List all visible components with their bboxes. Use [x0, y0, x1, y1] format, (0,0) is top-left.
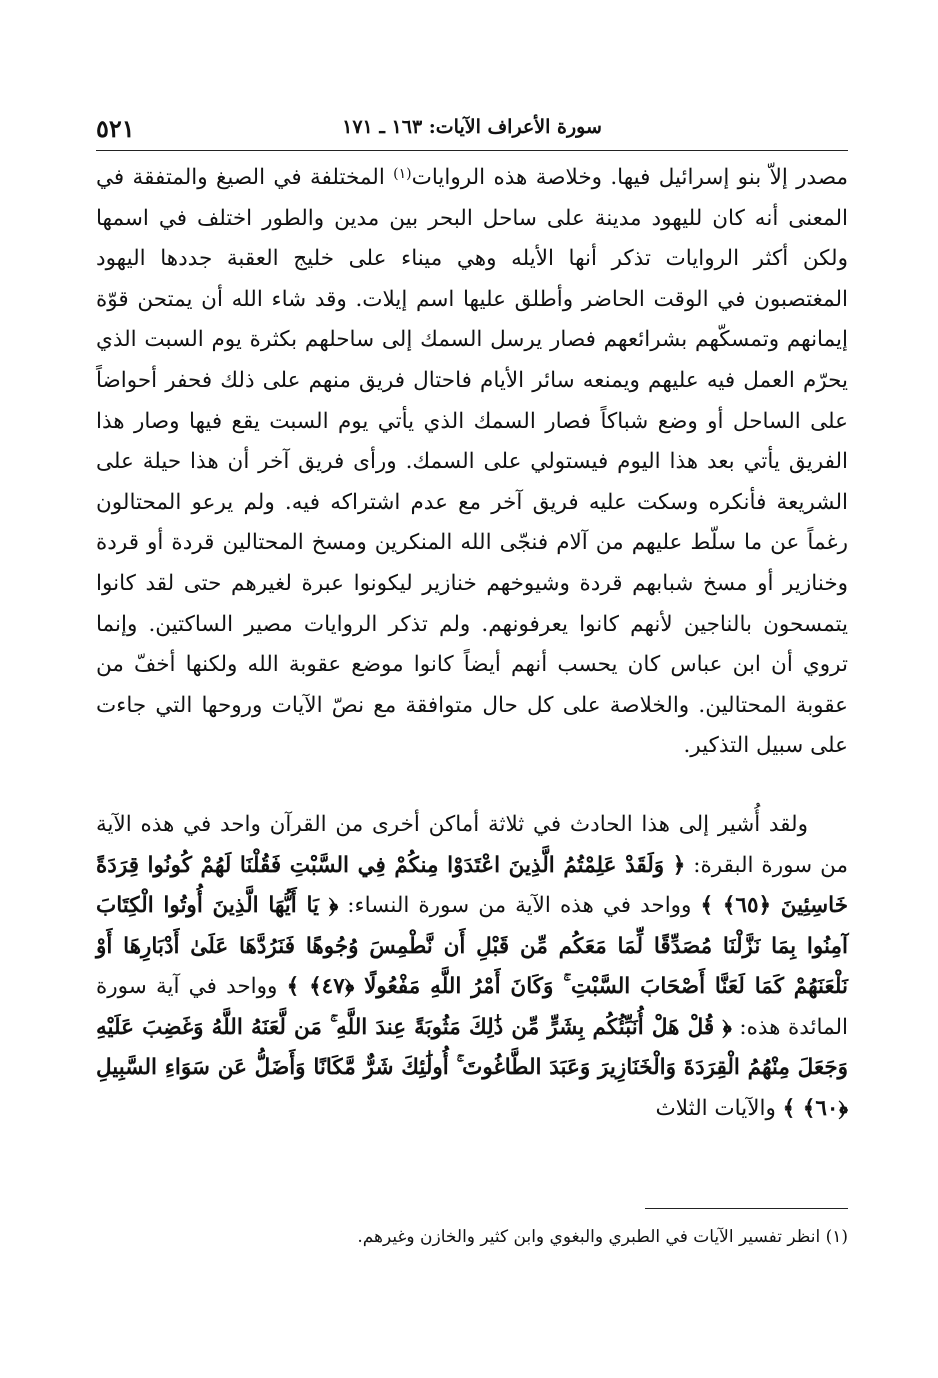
text-segment: وواحد في هذه الآية من سورة النساء:	[338, 893, 701, 919]
paragraph-2	[96, 805, 848, 1130]
text-segment: والآيات الثلاث	[655, 1096, 783, 1122]
paragraph-1	[96, 158, 848, 767]
footnote: (١) انظر تفسير الآيات في الطبري والبغوي وابن كثير والخازن وغيرهم.	[357, 1227, 848, 1247]
text-segment: ولقد أُشير إلى هذا الحادث في ثلاثة أماكن أخرى من القرآن واحد في هذه الآية من سورة البقرة:	[96, 811, 848, 878]
footnote-rule	[645, 1208, 848, 1209]
page-number: ٥٢١	[96, 114, 135, 143]
page-header	[96, 112, 848, 146]
text-segment: المختلفة في الصيغ والمتفقة في المعنى أنه كان لليهود مدينة على ساحل البحر بين مدين والطور اختلف في اسمها ولكن أكثر الروايات تذكر أنها الأيله وهي ميناء على خليج العقبة جددها اليهود المغتصبون في الوقت الحاضر وأطلق عليها اسم إيلات. وقد شاء الله أن يمتحن قوّة إيمانهم وتمسكّهم بشرائعهم فصار يرسل السمك إلى ساحلهم بكثرة يوم السبت الذي يحرّم العمل فيه عليهم ويمنعه سائر الأيام فاحتال فريق منهم على ذلك فحفر أحواضاً على الساحل أو وضع شباكاً فصار السمك الذي يأتي يوم السبت يقع فيها وصار هذا الفريق يأتي بعد هذا اليوم فيستولي على السمك. ورأى فريق آخر أن هذا حيلة على الشريعة فأنكره وسكت عليه فريق آخر مع عدم اشتراكه فيه. ولم يرعو المحتالون رغماً عن ما سلّط عليهم من آلام فنجّى الله المنكرين ومسخ المحتالين قردة أو قردة وخنازير أو مسخ شبابهم قردة وشيوخهم خنازير ليكونوا عبرة لغيرهم حتى لقد كانوا يتمسحون بالناجين لأنهم كانوا يعرفونهم. ولم تذكر الروايات مصير الساكتين. وإنما تروي أن ابن عباس كان يحسب أنهم أيضاً كانوا موضع عقوبة الله ولكنها أخفّ من عقوبة المحتالين. والخلاصة على كل حال متوافقة مع نصّ الآيات وروحها التي جاءت على سبيل التذكير.	[96, 165, 848, 759]
paragraph-gap	[96, 767, 848, 805]
text-segment: مصدر إلاّ بنو إسرائيل فيها. وخلاصة هذه الروايات	[411, 165, 848, 190]
quran-verse-maida: ﴿ قُلْ هَلْ أُنَبِّئُكُم بِشَرٍّ مِّن ذَٰلِكَ مَثُوبَةً عِندَ اللَّهِ ۚ مَن لَّعَنَهُ اللَّهُ وَغَضِبَ عَلَيْهِ وَجَعَلَ مِنْهُمُ الْقِرَدَةَ وَالْخَنَازِيرَ وَعَبَدَ الطَّاغُوتَ ۚ أُولَٰئِكَ شَرٌّ مَّكَانًا وَأَضَلُّ عَن سَوَاءِ السَّبِيلِ ﴿٦٠﴾ ﴾	[96, 1014, 848, 1122]
text-segment: وواحد في آية سورة المائدة هذه:	[96, 974, 848, 1040]
running-title: سورة الأعراف الآيات: ١٦٣ ـ ١٧١	[342, 116, 602, 138]
footnote-marker[interactable]: (١)	[393, 166, 412, 182]
header-rule	[96, 150, 848, 151]
quran-verse-nisa: ﴿ يَا أَيُّهَا الَّذِينَ أُوتُوا الْكِتَابَ آمِنُوا بِمَا نَزَّلْنَا مُصَدِّقًا لِّمَا مَعَكُم مِّن قَبْلِ أَن نَّطْمِسَ وُجُوهًا فَنَرُدَّهَا عَلَىٰ أَدْبَارِهَا أَوْ نَلْعَنَهُمْ كَمَا لَعَنَّا أَصْحَابَ السَّبْتِ ۚ وَكَانَ أَمْرُ اللَّهِ مَفْعُولًا ﴿٤٧﴾ ﴾	[96, 893, 848, 1000]
quran-verse-baqara: ﴿ وَلَقَدْ عَلِمْتُمُ الَّذِينَ اعْتَدَوْا مِنكُمْ فِي السَّبْتِ فَقُلْنَا لَهُمْ كُونُوا قِرَدَةً خَاسِئِينَ ﴿٦٥﴾ ﴾	[96, 852, 848, 919]
body-text	[96, 158, 848, 1130]
